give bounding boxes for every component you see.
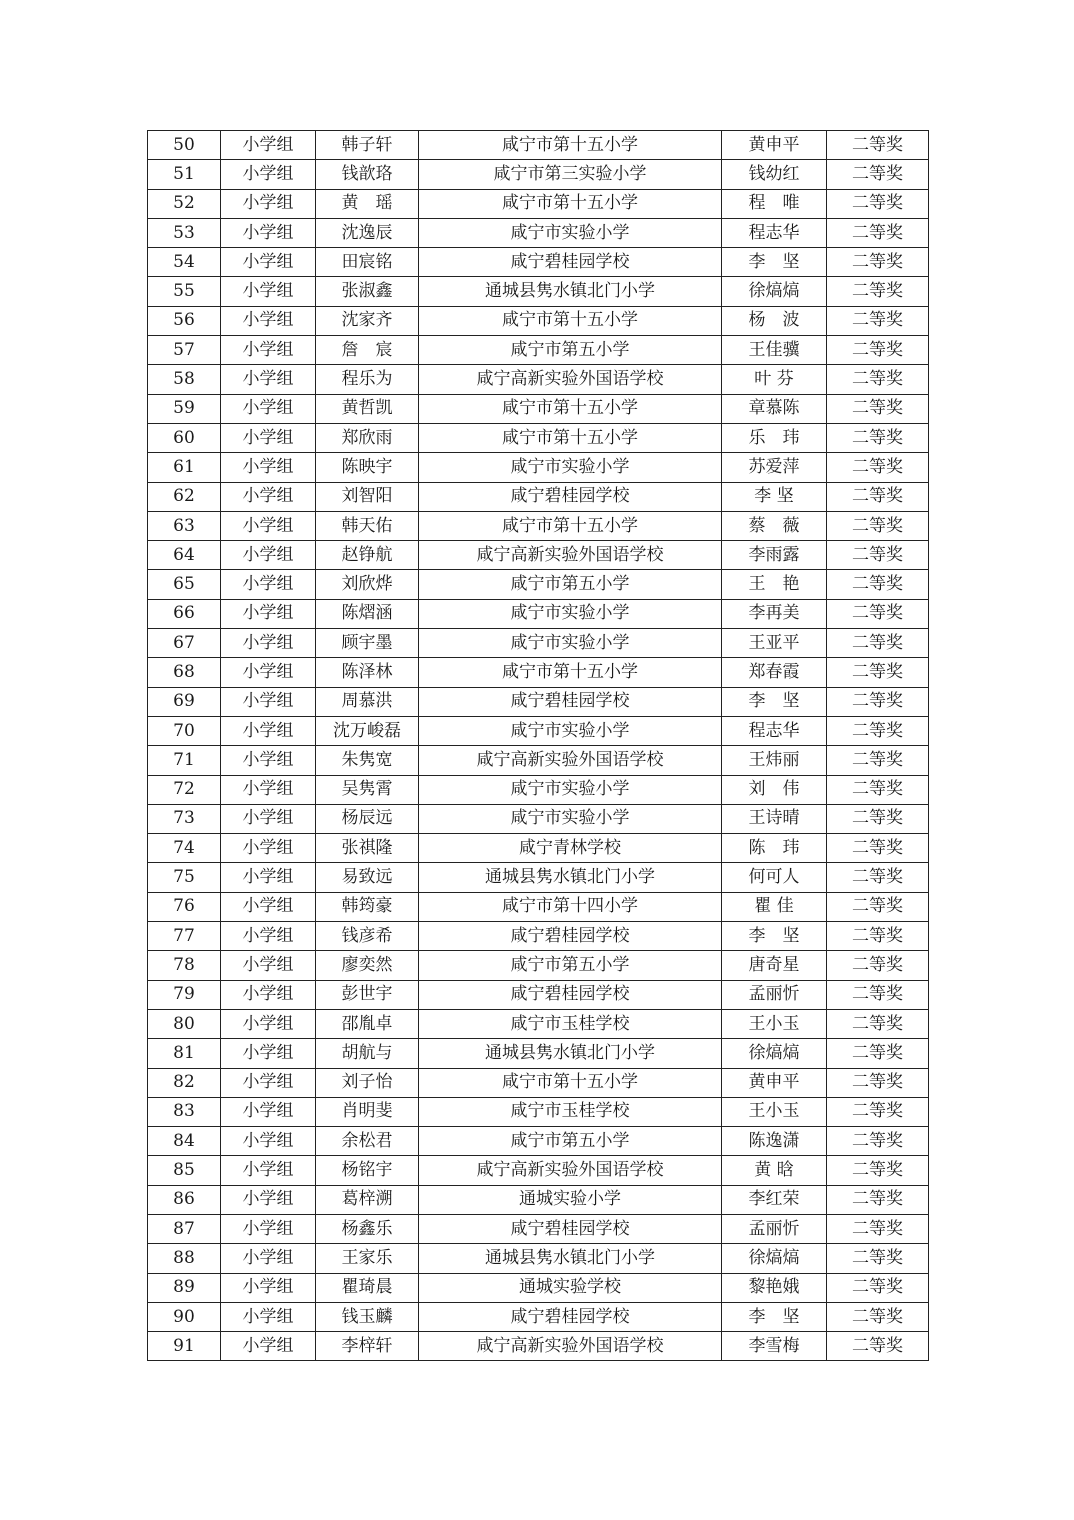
- teacher-cell: 徐熇熇: [722, 277, 827, 306]
- student-name-cell: 杨辰远: [316, 804, 419, 833]
- row-number-cell: 77: [148, 922, 221, 951]
- row-number-cell: 71: [148, 746, 221, 775]
- award-cell: 二等奖: [827, 218, 929, 247]
- row-number-cell: 87: [148, 1214, 221, 1243]
- student-name-cell: 王家乐: [316, 1244, 419, 1273]
- group-cell: 小学组: [221, 1156, 316, 1185]
- table-row: [148, 1039, 929, 1068]
- teacher-cell: 黄 晗: [722, 1156, 827, 1185]
- group-cell: 小学组: [221, 482, 316, 511]
- table-row: [148, 863, 929, 892]
- award-cell: 二等奖: [827, 687, 929, 716]
- table-row: [148, 1009, 929, 1038]
- row-number-cell: 53: [148, 218, 221, 247]
- teacher-cell: 钱幼红: [722, 160, 827, 189]
- group-cell: 小学组: [221, 746, 316, 775]
- teacher-cell: 王亚平: [722, 629, 827, 658]
- row-number-cell: 51: [148, 160, 221, 189]
- group-cell: 小学组: [221, 248, 316, 277]
- group-cell: 小学组: [221, 922, 316, 951]
- school-cell: 咸宁市实验小学: [419, 804, 722, 833]
- group-cell: 小学组: [221, 218, 316, 247]
- award-cell: 二等奖: [827, 511, 929, 540]
- row-number-cell: 64: [148, 541, 221, 570]
- teacher-cell: 蔡 薇: [722, 511, 827, 540]
- row-number-cell: 75: [148, 863, 221, 892]
- row-number-cell: 84: [148, 1127, 221, 1156]
- teacher-cell: 李雨露: [722, 541, 827, 570]
- table-row: [148, 1214, 929, 1243]
- table-row: [148, 746, 929, 775]
- group-cell: 小学组: [221, 863, 316, 892]
- award-cell: 二等奖: [827, 277, 929, 306]
- student-name-cell: 张祺隆: [316, 834, 419, 863]
- teacher-cell: 孟丽忻: [722, 1214, 827, 1243]
- table-row: [148, 570, 929, 599]
- school-cell: 通城县隽水镇北门小学: [419, 863, 722, 892]
- table-row: [148, 160, 929, 189]
- student-name-cell: 刘子怡: [316, 1068, 419, 1097]
- teacher-cell: 黎艳娥: [722, 1273, 827, 1302]
- student-name-cell: 钱玉麟: [316, 1302, 419, 1331]
- student-name-cell: 张淑鑫: [316, 277, 419, 306]
- student-name-cell: 钱彦希: [316, 922, 419, 951]
- table-row: [148, 1185, 929, 1214]
- student-name-cell: 刘欣烨: [316, 570, 419, 599]
- teacher-cell: 章慕陈: [722, 394, 827, 423]
- row-number-cell: 67: [148, 629, 221, 658]
- group-cell: 小学组: [221, 629, 316, 658]
- school-cell: 咸宁市第十五小学: [419, 189, 722, 218]
- teacher-cell: 孟丽忻: [722, 980, 827, 1009]
- school-cell: 咸宁高新实验外国语学校: [419, 746, 722, 775]
- table-row: [148, 423, 929, 452]
- award-cell: 二等奖: [827, 1009, 929, 1038]
- table-row: [148, 834, 929, 863]
- student-name-cell: 詹 宸: [316, 336, 419, 365]
- award-cell: 二等奖: [827, 570, 929, 599]
- table-row: [148, 716, 929, 745]
- school-cell: 咸宁碧桂园学校: [419, 980, 722, 1009]
- group-cell: 小学组: [221, 306, 316, 335]
- school-cell: 咸宁市第十五小学: [419, 423, 722, 452]
- award-cell: 二等奖: [827, 1273, 929, 1302]
- student-name-cell: 韩子轩: [316, 131, 419, 160]
- table-row: [148, 687, 929, 716]
- teacher-cell: 徐熇熇: [722, 1244, 827, 1273]
- student-name-cell: 彭世宇: [316, 980, 419, 1009]
- school-cell: 咸宁高新实验外国语学校: [419, 1156, 722, 1185]
- row-number-cell: 73: [148, 804, 221, 833]
- school-cell: 咸宁市第十五小学: [419, 658, 722, 687]
- school-cell: 咸宁市玉桂学校: [419, 1097, 722, 1126]
- group-cell: 小学组: [221, 980, 316, 1009]
- table-row: [148, 599, 929, 628]
- teacher-cell: 刘 伟: [722, 775, 827, 804]
- table-row: [148, 1332, 929, 1361]
- row-number-cell: 60: [148, 423, 221, 452]
- row-number-cell: 54: [148, 248, 221, 277]
- teacher-cell: 叶 芬: [722, 365, 827, 394]
- award-cell: 二等奖: [827, 1244, 929, 1273]
- student-name-cell: 郑欣雨: [316, 423, 419, 452]
- school-cell: 咸宁市第五小学: [419, 570, 722, 599]
- teacher-cell: 李红荣: [722, 1185, 827, 1214]
- group-cell: 小学组: [221, 1009, 316, 1038]
- row-number-cell: 82: [148, 1068, 221, 1097]
- table-row: [148, 541, 929, 570]
- school-cell: 咸宁碧桂园学校: [419, 687, 722, 716]
- school-cell: 咸宁碧桂园学校: [419, 1302, 722, 1331]
- teacher-cell: 李 坚: [722, 482, 827, 511]
- award-cell: 二等奖: [827, 658, 929, 687]
- teacher-cell: 程 唯: [722, 189, 827, 218]
- group-cell: 小学组: [221, 1273, 316, 1302]
- award-cell: 二等奖: [827, 248, 929, 277]
- school-cell: 咸宁高新实验外国语学校: [419, 1332, 722, 1361]
- group-cell: 小学组: [221, 1039, 316, 1068]
- row-number-cell: 72: [148, 775, 221, 804]
- group-cell: 小学组: [221, 541, 316, 570]
- student-name-cell: 顾宇墨: [316, 629, 419, 658]
- award-cell: 二等奖: [827, 951, 929, 980]
- teacher-cell: 陈逸潇: [722, 1127, 827, 1156]
- school-cell: 咸宁市第五小学: [419, 1127, 722, 1156]
- table-row: [148, 629, 929, 658]
- row-number-cell: 65: [148, 570, 221, 599]
- teacher-cell: 程志华: [722, 218, 827, 247]
- group-cell: 小学组: [221, 1127, 316, 1156]
- group-cell: 小学组: [221, 716, 316, 745]
- row-number-cell: 85: [148, 1156, 221, 1185]
- teacher-cell: 王诗晴: [722, 804, 827, 833]
- teacher-cell: 唐奇星: [722, 951, 827, 980]
- row-number-cell: 76: [148, 892, 221, 921]
- school-cell: 咸宁市第十五小学: [419, 131, 722, 160]
- award-cell: 二等奖: [827, 1214, 929, 1243]
- school-cell: 通城县隽水镇北门小学: [419, 1244, 722, 1273]
- student-name-cell: 廖奕然: [316, 951, 419, 980]
- teacher-cell: 王 艳: [722, 570, 827, 599]
- row-number-cell: 61: [148, 453, 221, 482]
- row-number-cell: 58: [148, 365, 221, 394]
- row-number-cell: 63: [148, 511, 221, 540]
- student-name-cell: 沈万峻磊: [316, 716, 419, 745]
- student-name-cell: 瞿琦晨: [316, 1273, 419, 1302]
- group-cell: 小学组: [221, 394, 316, 423]
- student-name-cell: 田宸铭: [316, 248, 419, 277]
- row-number-cell: 52: [148, 189, 221, 218]
- teacher-cell: 王佳骥: [722, 336, 827, 365]
- student-name-cell: 沈逸辰: [316, 218, 419, 247]
- school-cell: 咸宁市实验小学: [419, 775, 722, 804]
- table-row: [148, 922, 929, 951]
- award-cell: 二等奖: [827, 1039, 929, 1068]
- teacher-cell: 李 坚: [722, 248, 827, 277]
- school-cell: 咸宁市实验小学: [419, 716, 722, 745]
- table-row: [148, 1097, 929, 1126]
- group-cell: 小学组: [221, 834, 316, 863]
- school-cell: 咸宁碧桂园学校: [419, 922, 722, 951]
- school-cell: 咸宁市第三实验小学: [419, 160, 722, 189]
- student-name-cell: 胡航与: [316, 1039, 419, 1068]
- row-number-cell: 57: [148, 336, 221, 365]
- school-cell: 通城实验学校: [419, 1273, 722, 1302]
- group-cell: 小学组: [221, 365, 316, 394]
- group-cell: 小学组: [221, 570, 316, 599]
- table-row: [148, 365, 929, 394]
- table-row: [148, 775, 929, 804]
- row-number-cell: 74: [148, 834, 221, 863]
- group-cell: 小学组: [221, 951, 316, 980]
- student-name-cell: 杨鑫乐: [316, 1214, 419, 1243]
- award-cell: 二等奖: [827, 1302, 929, 1331]
- school-cell: 咸宁高新实验外国语学校: [419, 365, 722, 394]
- group-cell: 小学组: [221, 511, 316, 540]
- teacher-cell: 李雪梅: [722, 1332, 827, 1361]
- group-cell: 小学组: [221, 1185, 316, 1214]
- award-cell: 二等奖: [827, 160, 929, 189]
- school-cell: 咸宁市实验小学: [419, 218, 722, 247]
- award-cell: 二等奖: [827, 746, 929, 775]
- student-name-cell: 沈家齐: [316, 306, 419, 335]
- award-cell: 二等奖: [827, 599, 929, 628]
- award-cell: 二等奖: [827, 804, 929, 833]
- group-cell: 小学组: [221, 1214, 316, 1243]
- group-cell: 小学组: [221, 687, 316, 716]
- teacher-cell: 何可人: [722, 863, 827, 892]
- row-number-cell: 80: [148, 1009, 221, 1038]
- award-cell: 二等奖: [827, 365, 929, 394]
- table-row: [148, 453, 929, 482]
- student-name-cell: 刘智阳: [316, 482, 419, 511]
- award-cell: 二等奖: [827, 189, 929, 218]
- student-name-cell: 李梓轩: [316, 1332, 419, 1361]
- student-name-cell: 陈泽林: [316, 658, 419, 687]
- teacher-cell: 王小玉: [722, 1097, 827, 1126]
- row-number-cell: 59: [148, 394, 221, 423]
- student-name-cell: 葛梓溯: [316, 1185, 419, 1214]
- table-row: [148, 482, 929, 511]
- school-cell: 咸宁市第十五小学: [419, 511, 722, 540]
- student-name-cell: 韩筠豪: [316, 892, 419, 921]
- award-cell: 二等奖: [827, 1097, 929, 1126]
- school-cell: 咸宁市第十五小学: [419, 394, 722, 423]
- teacher-cell: 黄申平: [722, 1068, 827, 1097]
- school-cell: 咸宁青林学校: [419, 834, 722, 863]
- award-cell: 二等奖: [827, 394, 929, 423]
- group-cell: 小学组: [221, 423, 316, 452]
- school-cell: 通城县隽水镇北门小学: [419, 277, 722, 306]
- group-cell: 小学组: [221, 1097, 316, 1126]
- school-cell: 咸宁市实验小学: [419, 629, 722, 658]
- school-cell: 咸宁市第五小学: [419, 951, 722, 980]
- award-cell: 二等奖: [827, 892, 929, 921]
- student-name-cell: 黄哲凯: [316, 394, 419, 423]
- row-number-cell: 56: [148, 306, 221, 335]
- award-table-body: [148, 131, 929, 1361]
- student-name-cell: 肖明斐: [316, 1097, 419, 1126]
- table-row: [148, 1302, 929, 1331]
- group-cell: 小学组: [221, 1068, 316, 1097]
- school-cell: 咸宁市玉桂学校: [419, 1009, 722, 1038]
- row-number-cell: 68: [148, 658, 221, 687]
- award-cell: 二等奖: [827, 336, 929, 365]
- student-name-cell: 邵胤卓: [316, 1009, 419, 1038]
- teacher-cell: 苏爱萍: [722, 453, 827, 482]
- teacher-cell: 瞿 佳: [722, 892, 827, 921]
- table-row: [148, 1273, 929, 1302]
- student-name-cell: 杨铭宇: [316, 1156, 419, 1185]
- student-name-cell: 程乐为: [316, 365, 419, 394]
- group-cell: 小学组: [221, 453, 316, 482]
- group-cell: 小学组: [221, 1244, 316, 1273]
- award-cell: 二等奖: [827, 775, 929, 804]
- table-row: [148, 658, 929, 687]
- award-cell: 二等奖: [827, 1156, 929, 1185]
- table-row: [148, 189, 929, 218]
- table-row: [148, 248, 929, 277]
- teacher-cell: 李 坚: [722, 922, 827, 951]
- row-number-cell: 62: [148, 482, 221, 511]
- table-row: [148, 1244, 929, 1273]
- row-number-cell: 78: [148, 951, 221, 980]
- student-name-cell: 陈熠涵: [316, 599, 419, 628]
- table-row: [148, 892, 929, 921]
- student-name-cell: 韩天佑: [316, 511, 419, 540]
- table-row: [148, 1068, 929, 1097]
- award-cell: 二等奖: [827, 1332, 929, 1361]
- school-cell: 通城县隽水镇北门小学: [419, 1039, 722, 1068]
- table-row: [148, 511, 929, 540]
- row-number-cell: 69: [148, 687, 221, 716]
- school-cell: 咸宁碧桂园学校: [419, 482, 722, 511]
- group-cell: 小学组: [221, 658, 316, 687]
- award-cell: 二等奖: [827, 716, 929, 745]
- student-name-cell: 陈映宇: [316, 453, 419, 482]
- award-cell: 二等奖: [827, 541, 929, 570]
- school-cell: 咸宁高新实验外国语学校: [419, 541, 722, 570]
- student-name-cell: 吴隽霄: [316, 775, 419, 804]
- table-row: [148, 951, 929, 980]
- award-cell: 二等奖: [827, 1185, 929, 1214]
- group-cell: 小学组: [221, 599, 316, 628]
- group-cell: 小学组: [221, 892, 316, 921]
- teacher-cell: 陈 玮: [722, 834, 827, 863]
- table-row: [148, 218, 929, 247]
- row-number-cell: 86: [148, 1185, 221, 1214]
- row-number-cell: 70: [148, 716, 221, 745]
- teacher-cell: 徐熇熇: [722, 1039, 827, 1068]
- school-cell: 咸宁市第十五小学: [419, 306, 722, 335]
- group-cell: 小学组: [221, 160, 316, 189]
- school-cell: 咸宁碧桂园学校: [419, 248, 722, 277]
- teacher-cell: 李 坚: [722, 1302, 827, 1331]
- student-name-cell: 钱歆珞: [316, 160, 419, 189]
- award-cell: 二等奖: [827, 834, 929, 863]
- table-row: [148, 1127, 929, 1156]
- award-cell: 二等奖: [827, 922, 929, 951]
- school-cell: 咸宁碧桂园学校: [419, 1214, 722, 1243]
- table-row: [148, 336, 929, 365]
- row-number-cell: 88: [148, 1244, 221, 1273]
- row-number-cell: 89: [148, 1273, 221, 1302]
- group-cell: 小学组: [221, 1332, 316, 1361]
- award-cell: 二等奖: [827, 482, 929, 511]
- student-name-cell: 赵铮航: [316, 541, 419, 570]
- table-row: [148, 980, 929, 1009]
- school-cell: 咸宁市实验小学: [419, 599, 722, 628]
- row-number-cell: 81: [148, 1039, 221, 1068]
- teacher-cell: 杨 波: [722, 306, 827, 335]
- school-cell: 咸宁市实验小学: [419, 453, 722, 482]
- school-cell: 通城实验小学: [419, 1185, 722, 1214]
- group-cell: 小学组: [221, 1302, 316, 1331]
- school-cell: 咸宁市第五小学: [419, 336, 722, 365]
- table-row: [148, 277, 929, 306]
- student-name-cell: 余松君: [316, 1127, 419, 1156]
- table-row: [148, 306, 929, 335]
- group-cell: 小学组: [221, 775, 316, 804]
- teacher-cell: 黄申平: [722, 131, 827, 160]
- group-cell: 小学组: [221, 804, 316, 833]
- group-cell: 小学组: [221, 277, 316, 306]
- award-cell: 二等奖: [827, 629, 929, 658]
- teacher-cell: 王小玉: [722, 1009, 827, 1038]
- row-number-cell: 55: [148, 277, 221, 306]
- row-number-cell: 90: [148, 1302, 221, 1331]
- row-number-cell: 79: [148, 980, 221, 1009]
- teacher-cell: 乐 玮: [722, 423, 827, 452]
- student-name-cell: 朱隽宽: [316, 746, 419, 775]
- student-name-cell: 周慕洪: [316, 687, 419, 716]
- award-cell: 二等奖: [827, 863, 929, 892]
- award-table: [147, 130, 929, 1361]
- award-cell: 二等奖: [827, 131, 929, 160]
- award-cell: 二等奖: [827, 453, 929, 482]
- table-row: [148, 804, 929, 833]
- teacher-cell: 李再美: [722, 599, 827, 628]
- school-cell: 咸宁市第十五小学: [419, 1068, 722, 1097]
- award-cell: 二等奖: [827, 423, 929, 452]
- table-row: [148, 394, 929, 423]
- group-cell: 小学组: [221, 336, 316, 365]
- group-cell: 小学组: [221, 131, 316, 160]
- school-cell: 咸宁市第十四小学: [419, 892, 722, 921]
- table-row: [148, 1156, 929, 1185]
- student-name-cell: 易致远: [316, 863, 419, 892]
- row-number-cell: 50: [148, 131, 221, 160]
- table-row: [148, 131, 929, 160]
- teacher-cell: 程志华: [722, 716, 827, 745]
- student-name-cell: 黄 瑶: [316, 189, 419, 218]
- row-number-cell: 91: [148, 1332, 221, 1361]
- teacher-cell: 王炜丽: [722, 746, 827, 775]
- award-cell: 二等奖: [827, 1127, 929, 1156]
- teacher-cell: 李 坚: [722, 687, 827, 716]
- award-cell: 二等奖: [827, 1068, 929, 1097]
- teacher-cell: 郑春霞: [722, 658, 827, 687]
- row-number-cell: 83: [148, 1097, 221, 1126]
- award-cell: 二等奖: [827, 980, 929, 1009]
- group-cell: 小学组: [221, 189, 316, 218]
- row-number-cell: 66: [148, 599, 221, 628]
- award-cell: 二等奖: [827, 306, 929, 335]
